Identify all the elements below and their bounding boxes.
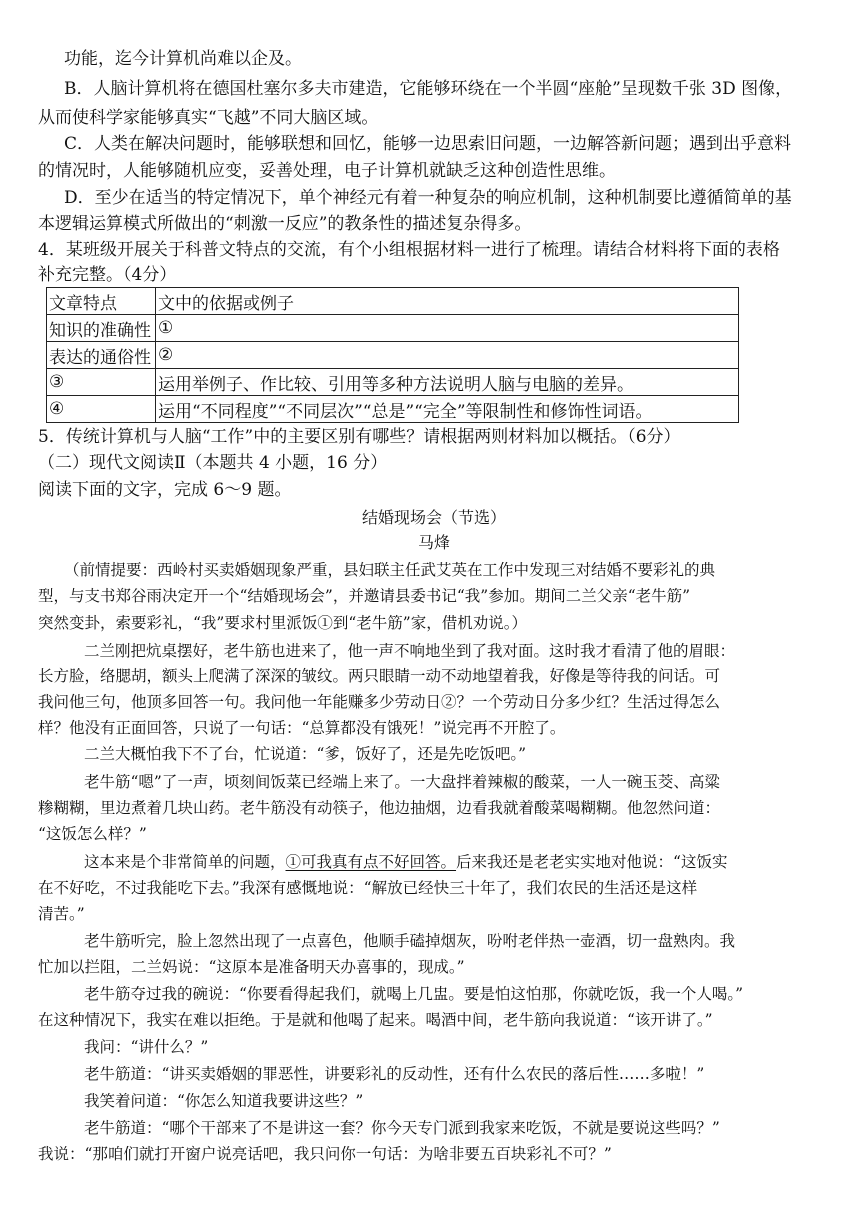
option-c-cont: 的情况时，人能够随机应变，妥善处理，电子计算机就缺乏这种创造性思维。 (38, 161, 616, 181)
option-b: B．人脑计算机将在德国杜塞尔多夫市建造，它能够环绕在一个半圆“座舱”呈现数千张 3D 图像， (64, 79, 793, 99)
story-line: 在这种情况下，我实在难以拒绝。于是就和他喝了起来。喝酒中间，老牛筋向我说道：“该开讲了。” (38, 1011, 713, 1029)
story-line: （前情提要：西岭村买卖婚姻现象严重，县妇联主任武艾英在工作中发现三对结婚不要彩礼的典 (64, 561, 716, 579)
story-line: 我问：“讲什么？” (84, 1038, 209, 1056)
table-cell: ④ (47, 396, 156, 423)
story-text: 后来我还是老老实实地对他说：“这饭实 (456, 853, 728, 871)
question-4-cont: 补充完整。（4分） (38, 265, 177, 285)
story-line: 清苦。” (38, 905, 85, 923)
table-row (47, 396, 739, 423)
story-line: 在不好吃，不过我能吃下去。”我深有感慨地说：“解放已经快三十年了，我们农民的生活还是这样 (38, 879, 698, 897)
table-header-cell: 文中的依据或例子 (156, 288, 739, 315)
story-line: 长方脸，络腮胡，额头上爬满了深深的皱纹。两只眼睛一动不动地望着我，好像是等待我的问话。可 (38, 667, 721, 685)
table-cell: 表达的通俗性 (47, 342, 156, 369)
story-line: 老牛筋“嗯”了一声，顷刻间饭菜已经端上来了。一大盘拌着辣椒的酸菜，一人一碗玉茭、高粱 (84, 773, 720, 791)
table-row (47, 342, 739, 369)
story-title: 结婚现场会（节选） (361, 508, 506, 527)
question-5: 5．传统计算机与人脑“工作”中的主要区别有哪些？请根据两则材料加以概括。（6分） (38, 427, 681, 447)
option-b-cont: 从而使科学家能够真实“飞越”不同大脑区域。 (38, 108, 379, 128)
option-d: D．至少在适当的特定情况下，单个神经元有着一种复杂的响应机制，这种机制要比遵循简单的基 (64, 188, 792, 208)
story-line: 忙加以拦阻，二兰妈说：“这原本是准备明天办喜事的，现成。” (38, 958, 465, 976)
story-line: 糁糊糊，里边煮着几块山药。老牛筋没有动筷子，他边抽烟，边看我就着酸菜喝糊糊。他忽然问道： (38, 799, 721, 817)
option-a-tail: 功能，迄今计算机尚难以企及。 (64, 49, 302, 69)
table-cell: ① (156, 315, 739, 342)
story-line: 我问他三句，他顶多回答一句。我问他一年能赚多少劳动日②？一个劳动日分多少红？生活过得怎么 (38, 693, 721, 711)
story-line: “这饭怎么样？” (38, 825, 147, 843)
table-cell: 运用“不同程度”“不同层次”“总是”“完全”等限制性和修饰性词语。 (156, 396, 739, 423)
table-header-cell: 文章特点 (47, 288, 156, 315)
table-cell: ② (156, 342, 739, 369)
story-line: 二兰刚把炕桌摆好，老牛筋也进来了，他一声不响地坐到了我对面。这时我才看清了他的眉眼： (84, 642, 736, 660)
story-line: 二兰大概怕我下不了台，忙说道：“爹，饭好了，还是先吃饭吧。” (84, 745, 527, 763)
table-cell: 知识的准确性 (47, 315, 156, 342)
story-line: 老牛筋听完，脸上忽然出现了一点喜色，他顺手磕掉烟灰，吩咐老伴热一壶酒，切一盘熟肉。我 (84, 932, 736, 950)
story-line: 我说：“那咱们就打开窗户说亮话吧，我只问你一句话：为啥非要五百块彩礼不可？” (38, 1145, 612, 1163)
story-line: 型，与支书郑谷雨决定开一个“结婚现场会”，并邀请县委书记“我”参加。期间二兰父亲“老牛筋” (38, 587, 691, 605)
table-row (47, 315, 739, 342)
table-row (47, 369, 739, 396)
story-line: 老牛筋道：“讲买卖婚姻的罪恶性，讲要彩礼的反动性，还有什么农民的落后性……多啦！” (84, 1065, 705, 1083)
underlined-sentence: ①可我真有点不好回答。 (285, 853, 457, 871)
table-header-row (47, 288, 739, 315)
story-line: 我笑着问道：“你怎么知道我要讲这些？” (84, 1092, 364, 1110)
story-text: 这本来是个非常简单的问题， (84, 853, 286, 871)
story-line: 老牛筋道：“哪个干部来了不是讲这一套？你今天专门派到我家来吃饭，不就是要说这些吗？” (84, 1119, 720, 1137)
features-table (46, 287, 739, 423)
option-c: C．人类在解决问题时，能够联想和回忆，能够一边思索旧问题，一边解答新问题；遇到出乎意料 (64, 134, 792, 154)
story-line (84, 848, 727, 877)
question-4: 4．某班级开展关于科普文特点的交流，有个小组根据材料一进行了梳理。请结合材料将下面的表格 (38, 240, 780, 260)
story-line: 老牛筋夺过我的碗说：“你要看得起我们，就喝上几盅。要是怕这怕那，你就吃饭，我一个人喝。” (84, 985, 744, 1003)
option-d-cont: 本逻辑运算模式所做出的“刺激一反应”的教条性的描述复杂得多。 (38, 214, 532, 234)
section-heading: （二）现代文阅读Ⅱ（本题共 4 小题，16 分） (38, 453, 388, 473)
table-cell: ③ (47, 369, 156, 396)
story-author: 马烽 (417, 533, 450, 552)
story-line: 样？他没有正面回答，只说了一句话：“总算都没有饿死！”说完再不开腔了。 (38, 719, 566, 737)
reading-instruction: 阅读下面的文字，完成 6～9 题。 (38, 480, 292, 500)
story-line: 突然变卦，索要彩礼，“我”要求村里派饭①到“老牛筋”家，借机劝说。） (38, 614, 527, 632)
table-cell: 运用举例子、作比较、引用等多种方法说明人脑与电脑的差异。 (156, 369, 739, 396)
